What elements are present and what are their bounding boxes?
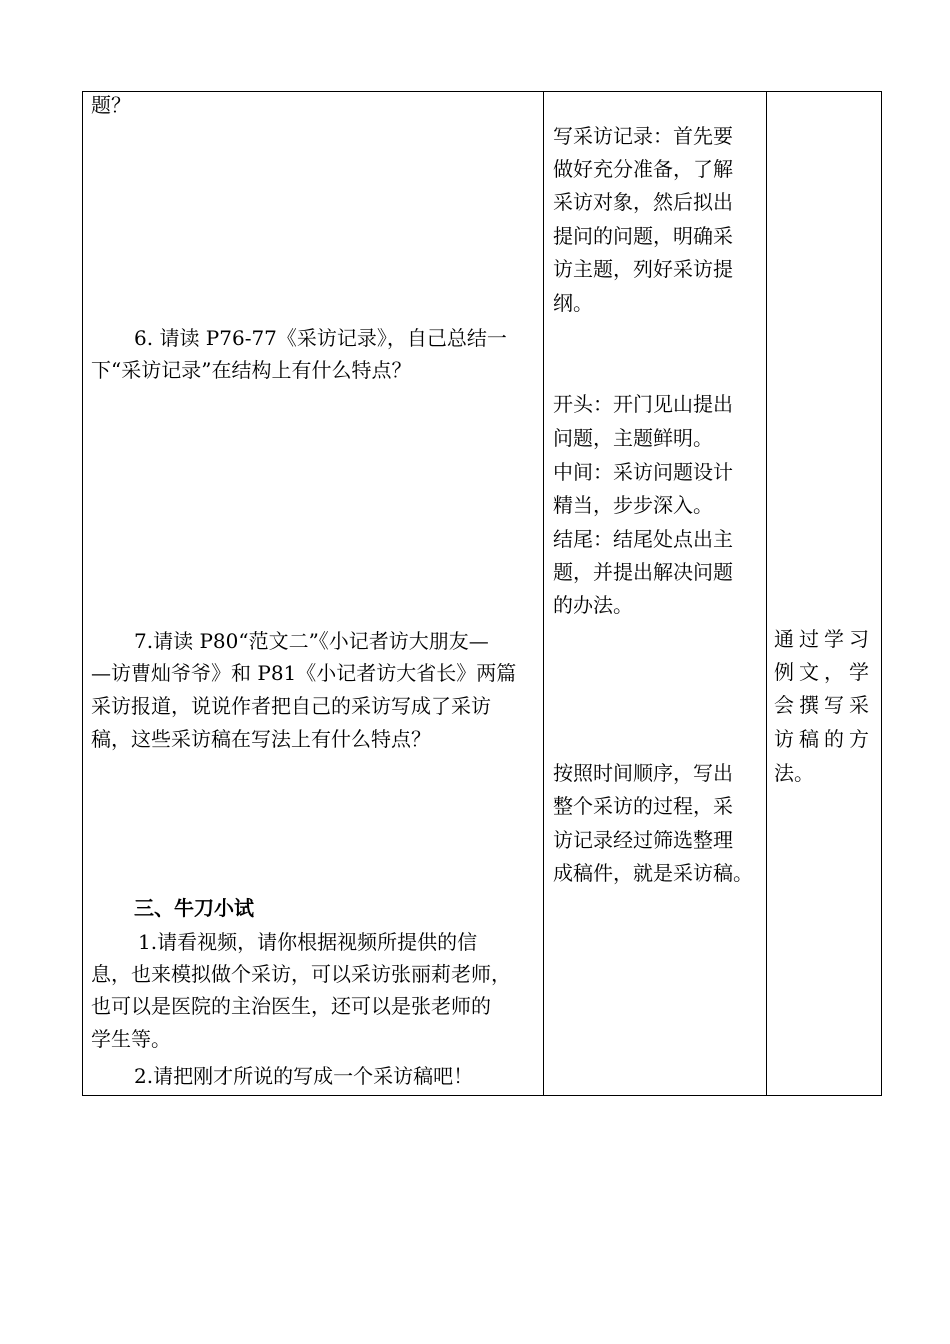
question-7-line4: 稿，这些采访稿在写法上有什么特点？	[91, 727, 431, 751]
practice-line1: 1.请看视频，请你根据视频所提供的信	[138, 930, 478, 954]
answer-6-line2: 问题，主题鲜明。	[553, 426, 713, 450]
section-3-title: 三、牛刀小试	[134, 896, 254, 920]
answer-7-line3: 访记录经过筛选整理	[553, 828, 733, 852]
answer-5-line4: 提问的问题，明确采	[553, 224, 733, 248]
practice-line2: 息，也来模拟做个采访，可以采访张丽莉老师，	[91, 962, 511, 986]
column-divider-1	[543, 92, 544, 1095]
answer-7-line4: 成稿件，就是采访稿。	[553, 861, 753, 885]
purpose-line2: 例文，学	[774, 660, 874, 684]
answer-7-line2: 整个采访的过程，采	[553, 794, 733, 818]
answer-6-line1: 开头：开门见山提出	[553, 392, 733, 416]
answer-5-line1: 写采访记录：首先要	[553, 124, 733, 148]
practice-line5: 2.请把刚才所说的写成一个采访稿吧！	[134, 1064, 474, 1088]
answer-5-line5: 访主题，列好采访提	[553, 257, 733, 281]
practice-line4: 学生等。	[91, 1027, 171, 1051]
question-6-line1: 6. 请读 P76-77《采访记录》，自己总结一	[134, 326, 507, 350]
question-5-end: 题？	[91, 93, 131, 117]
answer-6-line3: 中间：采访问题设计	[553, 460, 733, 484]
answer-6-line6: 题，并提出解决问题	[553, 560, 733, 584]
answer-6-line7: 的办法。	[553, 593, 633, 617]
answer-7-line1: 按照时间顺序，写出	[553, 761, 733, 785]
column-divider-2	[766, 92, 767, 1095]
purpose-line3: 会撰写采	[774, 693, 874, 717]
practice-line3: 也可以是医院的主治医生，还可以是张老师的	[91, 994, 491, 1018]
question-6-line2: 下“采访记录”在结构上有什么特点？	[91, 358, 412, 382]
question-7-line3: 采访报道，说说作者把自己的采访写成了采访	[91, 694, 491, 718]
answer-6-line4: 精当，步步深入。	[553, 493, 713, 517]
purpose-line4: 访稿的方	[774, 727, 874, 751]
answer-6-line5: 结尾：结尾处点出主	[553, 527, 733, 551]
question-7-line2: —访曹灿爷爷》和 P81《小记者访大省长》两篇	[91, 661, 517, 685]
answer-5-line2: 做好充分准备，了解	[553, 157, 733, 181]
question-7-line1: 7.请读 P80“范文二”《小记者访大朋友—	[134, 629, 489, 653]
answer-5-line6: 纲。	[553, 291, 593, 315]
purpose-line5: 法。	[774, 761, 814, 785]
purpose-line1: 通过学习	[774, 627, 874, 651]
answer-5-line3: 采访对象，然后拟出	[553, 190, 733, 214]
